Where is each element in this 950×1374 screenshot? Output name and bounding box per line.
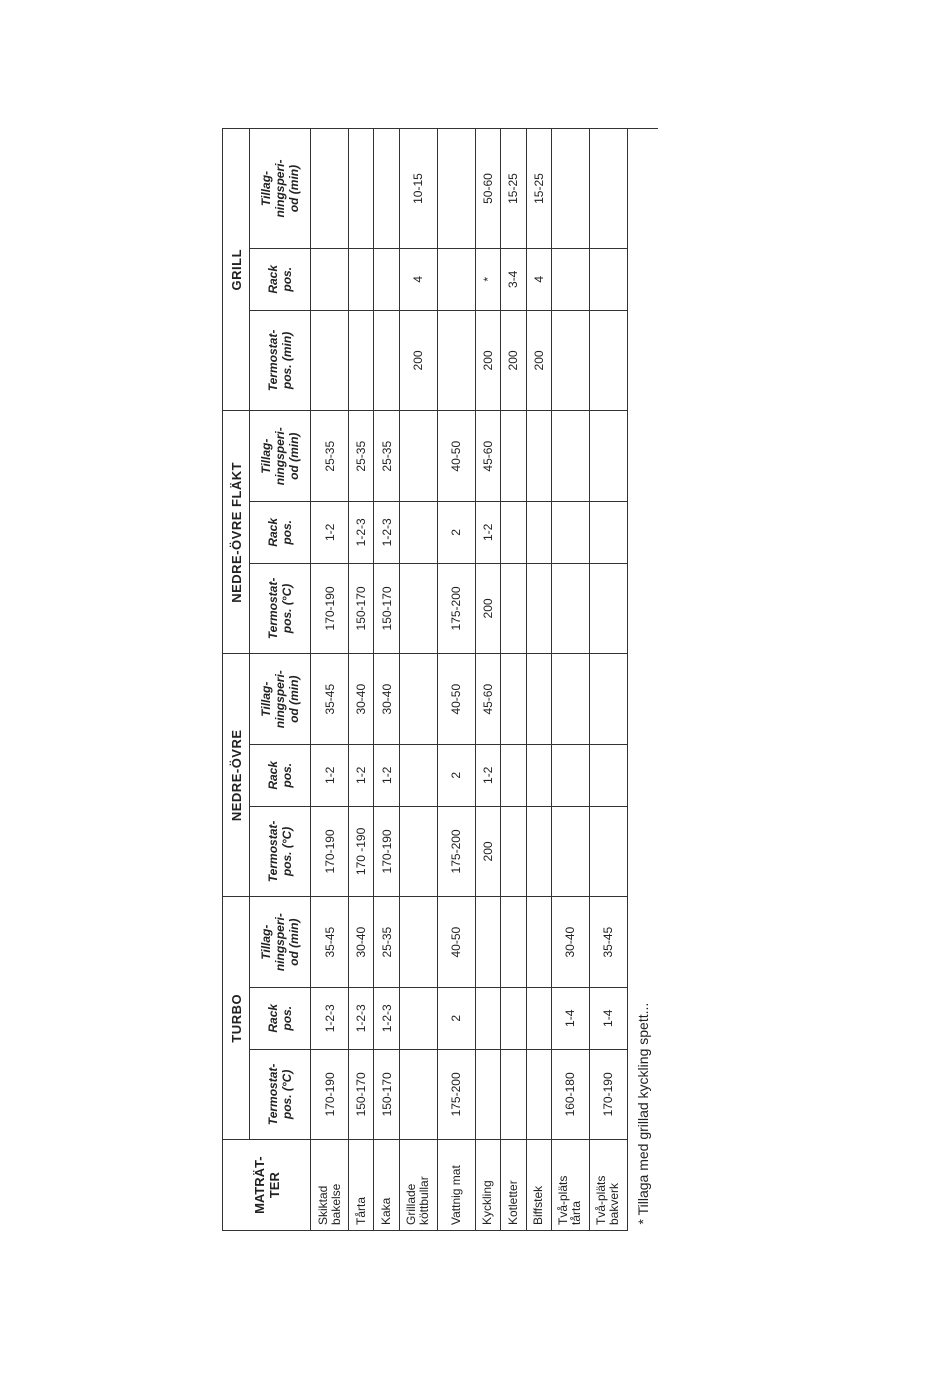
table-cell: 1-2 xyxy=(311,502,349,563)
table-cell: 1-2 xyxy=(311,745,349,806)
table-cell: 1-2 xyxy=(475,745,500,806)
group-nedre-ovre-flakt: NEDRE-ÖVRE FLÄKT xyxy=(223,411,250,654)
table-cell xyxy=(374,249,399,310)
footnote: * Tillaga med grillad kyckling spett... xyxy=(628,129,659,1231)
table-cell: 150-170 xyxy=(374,1049,399,1140)
table-cell xyxy=(437,310,475,411)
table-cell xyxy=(551,249,589,310)
table-cell xyxy=(399,988,437,1049)
table-cell xyxy=(475,897,500,988)
sub-header-time: Tillag- ningsperi- od (min) xyxy=(250,129,311,249)
dish-name: Kaka xyxy=(374,1140,399,1231)
table-row xyxy=(349,129,374,1231)
table-cell: 40-50 xyxy=(437,654,475,745)
table-cell xyxy=(374,129,399,249)
table-cell: 150-170 xyxy=(349,563,374,654)
table-cell xyxy=(399,897,437,988)
table-row xyxy=(501,129,526,1231)
table-cell: 3-4 xyxy=(501,249,526,310)
table-cell xyxy=(551,411,589,502)
table-cell: 35-45 xyxy=(589,897,627,988)
group-turbo: TURBO xyxy=(223,897,250,1140)
table-cell xyxy=(589,310,627,411)
table-row xyxy=(437,129,475,1231)
dish-name: Grillade köttbullar xyxy=(399,1140,437,1231)
table-cell xyxy=(526,1049,551,1140)
table-cell: 150-170 xyxy=(374,563,399,654)
table-cell xyxy=(437,249,475,310)
table-cell xyxy=(551,654,589,745)
dish-name: Två-pläts bakverk xyxy=(589,1140,627,1231)
table-cell xyxy=(526,654,551,745)
table-cell: 2 xyxy=(437,502,475,563)
table-row xyxy=(374,129,399,1231)
table-row xyxy=(526,129,551,1231)
table-cell xyxy=(349,249,374,310)
table-cell xyxy=(311,129,349,249)
sub-header-thermostat: Termostat- pos. (°C) xyxy=(250,1049,311,1140)
table-cell: 1-2 xyxy=(349,745,374,806)
table-cell xyxy=(501,897,526,988)
table-cell: 170 -190 xyxy=(349,806,374,897)
table-cell xyxy=(349,129,374,249)
table-cell xyxy=(437,129,475,249)
dish-name: Kotletter xyxy=(501,1140,526,1231)
table-cell: 35-45 xyxy=(311,897,349,988)
table-cell: 200 xyxy=(501,310,526,411)
table-cell: 45-60 xyxy=(475,654,500,745)
table-cell: 40-50 xyxy=(437,411,475,502)
table-cell xyxy=(311,249,349,310)
table-cell: 50-60 xyxy=(475,129,500,249)
sub-header-rack: Rack pos. xyxy=(250,988,311,1049)
dish-name: Biffstek xyxy=(526,1140,551,1231)
table-cell xyxy=(551,806,589,897)
sub-header-time: Tillag- ningsperi- od (min) xyxy=(250,654,311,745)
table-cell xyxy=(399,502,437,563)
table-cell: 200 xyxy=(475,563,500,654)
table-cell xyxy=(399,806,437,897)
table-cell xyxy=(475,1049,500,1140)
dish-name: Tårta xyxy=(349,1140,374,1231)
table-cell: 170-190 xyxy=(589,1049,627,1140)
table-cell: * xyxy=(475,249,500,310)
table-cell: 1-4 xyxy=(551,988,589,1049)
table-cell: 1-2 xyxy=(374,745,399,806)
table-cell xyxy=(501,988,526,1049)
table-cell: 175-200 xyxy=(437,1049,475,1140)
table-cell xyxy=(526,745,551,806)
table-cell xyxy=(399,745,437,806)
table-cell xyxy=(399,563,437,654)
table-cell xyxy=(589,563,627,654)
table-cell: 30-40 xyxy=(374,654,399,745)
dishes-header: MATRÄT- TER xyxy=(223,1140,311,1231)
table-cell xyxy=(589,745,627,806)
table-cell xyxy=(501,745,526,806)
table-row xyxy=(475,129,500,1231)
table-cell: 1-2-3 xyxy=(349,988,374,1049)
cooking-table xyxy=(222,128,658,1231)
table-cell: 200 xyxy=(526,310,551,411)
table-cell: 45-60 xyxy=(475,411,500,502)
table-cell xyxy=(526,563,551,654)
table-cell: 25-35 xyxy=(311,411,349,502)
table-row xyxy=(589,129,627,1231)
table-cell xyxy=(589,806,627,897)
table-cell: 200 xyxy=(475,806,500,897)
sub-header-row xyxy=(250,129,311,1231)
table-cell: 1-4 xyxy=(589,988,627,1049)
sub-header-thermostat: Termostat- pos. (°C) xyxy=(250,563,311,654)
table-cell: 1-2-3 xyxy=(349,502,374,563)
table-cell xyxy=(501,502,526,563)
table-cell xyxy=(589,411,627,502)
table-cell xyxy=(475,988,500,1049)
table-cell xyxy=(551,745,589,806)
table-cell: 4 xyxy=(526,249,551,310)
table-cell: 30-40 xyxy=(349,897,374,988)
table-cell xyxy=(501,411,526,502)
table-cell xyxy=(589,502,627,563)
table-cell xyxy=(349,310,374,411)
table-cell: 175-200 xyxy=(437,806,475,897)
table-cell: 160-180 xyxy=(551,1049,589,1140)
table-cell xyxy=(526,411,551,502)
sub-header-thermostat: Termostat- pos. (min) xyxy=(250,310,311,411)
table-cell: 200 xyxy=(475,310,500,411)
sub-header-rack: Rack pos. xyxy=(250,502,311,563)
table-cell: 15-25 xyxy=(526,129,551,249)
dish-name: Två-pläts tårta xyxy=(551,1140,589,1231)
table-cell xyxy=(501,806,526,897)
table-cell: 35-45 xyxy=(311,654,349,745)
table-cell xyxy=(501,1049,526,1140)
table-cell xyxy=(399,1049,437,1140)
dish-name: Kyckling xyxy=(475,1140,500,1231)
table-cell xyxy=(501,563,526,654)
table-cell: 170-190 xyxy=(374,806,399,897)
table-cell: 15-25 xyxy=(501,129,526,249)
table-cell: 200 xyxy=(399,310,437,411)
table-cell: 170-190 xyxy=(311,563,349,654)
group-grill: GRILL xyxy=(223,129,250,411)
table-cell xyxy=(526,988,551,1049)
table-cell: 2 xyxy=(437,745,475,806)
table-row xyxy=(311,129,349,1231)
table-cell: 30-40 xyxy=(551,897,589,988)
dish-name: Vattnig mat xyxy=(437,1140,475,1231)
table-cell xyxy=(526,502,551,563)
table-cell xyxy=(399,411,437,502)
table-cell: 1-2-3 xyxy=(374,988,399,1049)
table-cell: 1-2-3 xyxy=(374,502,399,563)
table-cell xyxy=(589,654,627,745)
table-cell: 40-50 xyxy=(437,897,475,988)
table-cell xyxy=(399,654,437,745)
table-cell: 1-2-3 xyxy=(311,988,349,1049)
sub-header-time: Tillag- ningsperi- od (min) xyxy=(250,411,311,502)
table-cell: 25-35 xyxy=(349,411,374,502)
table-cell xyxy=(551,563,589,654)
sub-header-thermostat: Termostat- pos. (°C) xyxy=(250,806,311,897)
dish-name: Skiktad bakelse xyxy=(311,1140,349,1231)
table-cell xyxy=(551,502,589,563)
table-cell: 2 xyxy=(437,988,475,1049)
table-cell xyxy=(526,806,551,897)
sub-header-rack: Rack pos. xyxy=(250,249,311,310)
table-cell xyxy=(526,897,551,988)
table-row xyxy=(551,129,589,1231)
table-cell: 25-35 xyxy=(374,897,399,988)
sub-header-rack: Rack pos. xyxy=(250,745,311,806)
table-cell xyxy=(551,310,589,411)
table-cell: 175-200 xyxy=(437,563,475,654)
rotated-table-container xyxy=(222,128,688,1231)
table-cell: 150-170 xyxy=(349,1049,374,1140)
sub-header-time: Tillag- ningsperi- od (min) xyxy=(250,897,311,988)
table-cell xyxy=(374,310,399,411)
table-cell xyxy=(501,654,526,745)
table-cell xyxy=(589,249,627,310)
table-cell: 30-40 xyxy=(349,654,374,745)
table-body xyxy=(311,129,628,1231)
table-cell: 4 xyxy=(399,249,437,310)
table-cell: 10-15 xyxy=(399,129,437,249)
table-cell: 170-190 xyxy=(311,806,349,897)
table-cell: 25-35 xyxy=(374,411,399,502)
table-cell: 170-190 xyxy=(311,1049,349,1140)
table-cell xyxy=(551,129,589,249)
table-cell: 1-2 xyxy=(475,502,500,563)
group-nedre-ovre: NEDRE-ÖVRE xyxy=(223,654,250,897)
table-cell xyxy=(311,310,349,411)
table-cell xyxy=(589,129,627,249)
table-row xyxy=(399,129,437,1231)
